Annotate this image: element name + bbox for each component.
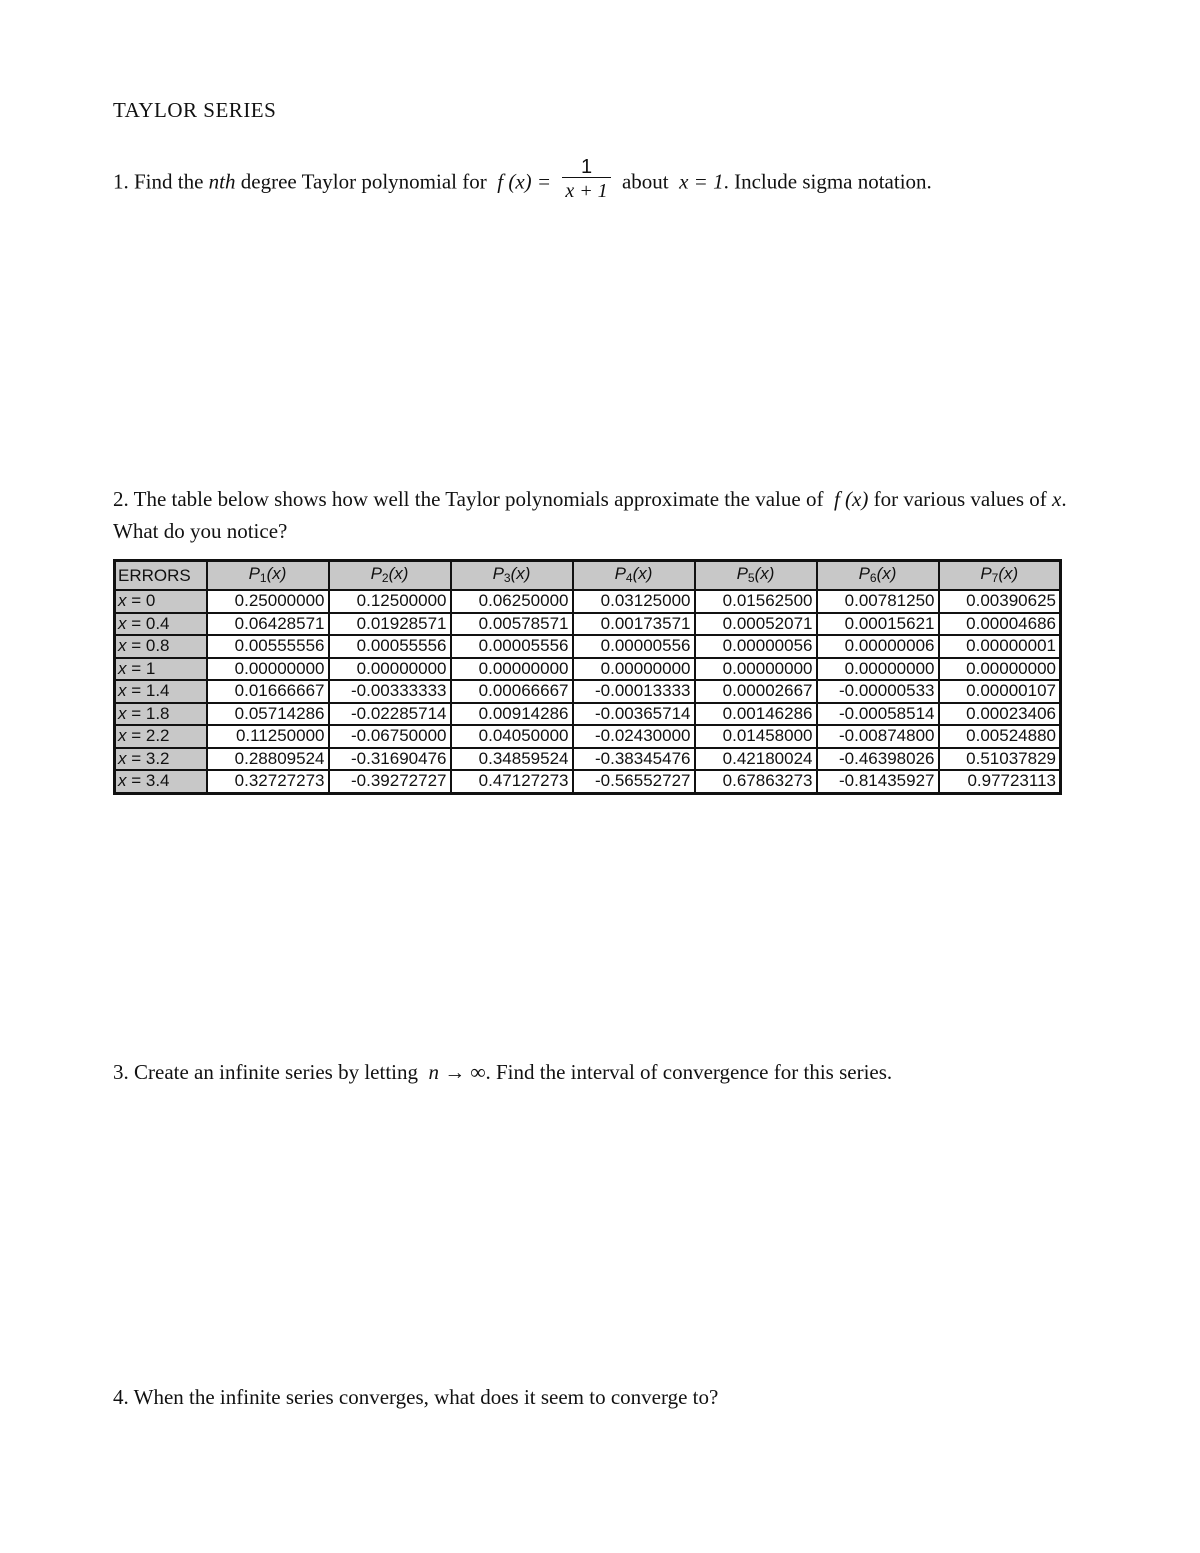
- q4-text: When the infinite series converges, what does it seem to converge to?: [133, 1385, 719, 1409]
- row-label: x = 1.8: [115, 703, 207, 726]
- table-cell: 0.25000000: [207, 590, 329, 613]
- table-cell: 0.00000000: [451, 658, 573, 681]
- q2-text-c: . What do you notice?: [113, 487, 1067, 543]
- column-header: P4(x): [573, 561, 695, 591]
- table-cell: -0.00333333: [329, 680, 451, 703]
- question-3: [113, 1056, 892, 1088]
- table-cell: -0.56552727: [573, 770, 695, 793]
- q2-number: 2.: [113, 487, 129, 511]
- q2-function: f (x): [833, 487, 869, 511]
- table-row: [115, 613, 1061, 636]
- table-cell: 0.00000556: [573, 635, 695, 658]
- q3-number: 3.: [113, 1060, 129, 1084]
- table-cell: 0.42180024: [695, 748, 817, 771]
- row-label: x = 0: [115, 590, 207, 613]
- table-cell: 0.06428571: [207, 613, 329, 636]
- table-cell: 0.00015621: [817, 613, 939, 636]
- table-cell: -0.02430000: [573, 725, 695, 748]
- column-header: P7(x): [939, 561, 1061, 591]
- table-cell: -0.00058514: [817, 703, 939, 726]
- table-cell: -0.00874800: [817, 725, 939, 748]
- table-row: [115, 725, 1061, 748]
- row-label: x = 1: [115, 658, 207, 681]
- q1-fraction-denominator: x + 1: [562, 177, 610, 204]
- row-label: x = 3.2: [115, 748, 207, 771]
- table-cell: 0.00005556: [451, 635, 573, 658]
- table-cell: -0.39272727: [329, 770, 451, 793]
- q1-text-a: Find the: [134, 169, 204, 194]
- table-cell: 0.00000000: [817, 658, 939, 681]
- q1-function: f (x) =: [497, 169, 552, 194]
- column-header: P3(x): [451, 561, 573, 591]
- table-cell: 0.00914286: [451, 703, 573, 726]
- q1-number: 1.: [113, 169, 129, 194]
- table-cell: 0.00000056: [695, 635, 817, 658]
- table-row: [115, 748, 1061, 771]
- q2-text-a: The table below shows how well the Taylor polynomials approximate the value of: [133, 487, 824, 511]
- table-row: [115, 590, 1061, 613]
- table-cell: -0.02285714: [329, 703, 451, 726]
- column-header: P2(x): [329, 561, 451, 591]
- table-cell: -0.81435927: [817, 770, 939, 793]
- table-cell: -0.31690476: [329, 748, 451, 771]
- page-title: TAYLOR SERIES: [113, 98, 277, 122]
- table-cell: 0.00002667: [695, 680, 817, 703]
- table-cell: 0.00000000: [329, 658, 451, 681]
- table-cell: 0.00173571: [573, 613, 695, 636]
- table-cell: 0.00781250: [817, 590, 939, 613]
- q1-nth: nth: [208, 169, 236, 194]
- table-cell: -0.00013333: [573, 680, 695, 703]
- table-cell: 0.00000000: [695, 658, 817, 681]
- table-cell: 0.00555556: [207, 635, 329, 658]
- table-cell: 0.47127273: [451, 770, 573, 793]
- question-4: [113, 1381, 718, 1413]
- table-cell: -0.00365714: [573, 703, 695, 726]
- table-cell: 0.05714286: [207, 703, 329, 726]
- question-1: [113, 156, 932, 207]
- column-header: P5(x): [695, 561, 817, 591]
- table-cell: 0.00390625: [939, 590, 1061, 613]
- table-cell: 0.00052071: [695, 613, 817, 636]
- table-corner-label: ERRORS: [115, 561, 207, 591]
- table-cell: 0.03125000: [573, 590, 695, 613]
- table-cell: -0.38345476: [573, 748, 695, 771]
- table-cell: 0.34859524: [451, 748, 573, 771]
- table-cell: 0.01928571: [329, 613, 451, 636]
- errors-table: [113, 559, 1062, 795]
- table-cell: 0.32727273: [207, 770, 329, 793]
- table-cell: 0.97723113: [939, 770, 1061, 793]
- column-header: P6(x): [817, 561, 939, 591]
- table-cell: 0.00000006: [817, 635, 939, 658]
- table-cell: 0.11250000: [207, 725, 329, 748]
- table-header-row: [115, 561, 1061, 591]
- table-row: [115, 680, 1061, 703]
- table-cell: 0.01562500: [695, 590, 817, 613]
- table-cell: 0.00066667: [451, 680, 573, 703]
- q1-fraction-numerator: 1: [580, 156, 593, 178]
- table-cell: 0.01458000: [695, 725, 817, 748]
- table-cell: 0.00000001: [939, 635, 1061, 658]
- row-label: x = 0.8: [115, 635, 207, 658]
- table-cell: 0.00524880: [939, 725, 1061, 748]
- table-cell: 0.00000107: [939, 680, 1061, 703]
- q1-text-c: about: [621, 169, 669, 194]
- table-cell: 0.06250000: [451, 590, 573, 613]
- table-cell: 0.00004686: [939, 613, 1061, 636]
- table-cell: 0.00000000: [939, 658, 1061, 681]
- q2-x: x: [1052, 487, 1062, 511]
- q1-about-point: x = 1: [679, 169, 724, 194]
- q1-fraction: [562, 157, 610, 204]
- q3-text-a: Create an infinite series by letting: [134, 1060, 418, 1084]
- q3-text-b: . Find the interval of convergence for this series.: [485, 1060, 893, 1084]
- table-row: [115, 770, 1061, 793]
- q3-limit: n → ∞: [428, 1060, 486, 1084]
- row-label: x = 1.4: [115, 680, 207, 703]
- table-cell: -0.06750000: [329, 725, 451, 748]
- table-row: [115, 703, 1061, 726]
- row-label: x = 3.4: [115, 770, 207, 793]
- q2-text-b: for various values of: [873, 487, 1047, 511]
- table-cell: 0.04050000: [451, 725, 573, 748]
- table-cell: 0.01666667: [207, 680, 329, 703]
- table-cell: 0.67863273: [695, 770, 817, 793]
- table-cell: 0.28809524: [207, 748, 329, 771]
- row-label: x = 2.2: [115, 725, 207, 748]
- table-cell: 0.51037829: [939, 748, 1061, 771]
- question-2: [113, 483, 1088, 547]
- table-body: [115, 590, 1061, 793]
- table-cell: 0.00000000: [207, 658, 329, 681]
- table-row: [115, 635, 1061, 658]
- table-cell: -0.46398026: [817, 748, 939, 771]
- table-cell: 0.00578571: [451, 613, 573, 636]
- row-label: x = 0.4: [115, 613, 207, 636]
- table-cell: -0.00000533: [817, 680, 939, 703]
- q1-text-d: . Include sigma notation.: [723, 169, 932, 194]
- table-cell: 0.00146286: [695, 703, 817, 726]
- table-cell: 0.00055556: [329, 635, 451, 658]
- table-cell: 0.12500000: [329, 590, 451, 613]
- table-row: [115, 658, 1061, 681]
- table-cell: 0.00000000: [573, 658, 695, 681]
- column-header: P1(x): [207, 561, 329, 591]
- q4-number: 4.: [113, 1385, 129, 1409]
- q1-text-b: degree Taylor polynomial for: [240, 169, 487, 194]
- table-cell: 0.00023406: [939, 703, 1061, 726]
